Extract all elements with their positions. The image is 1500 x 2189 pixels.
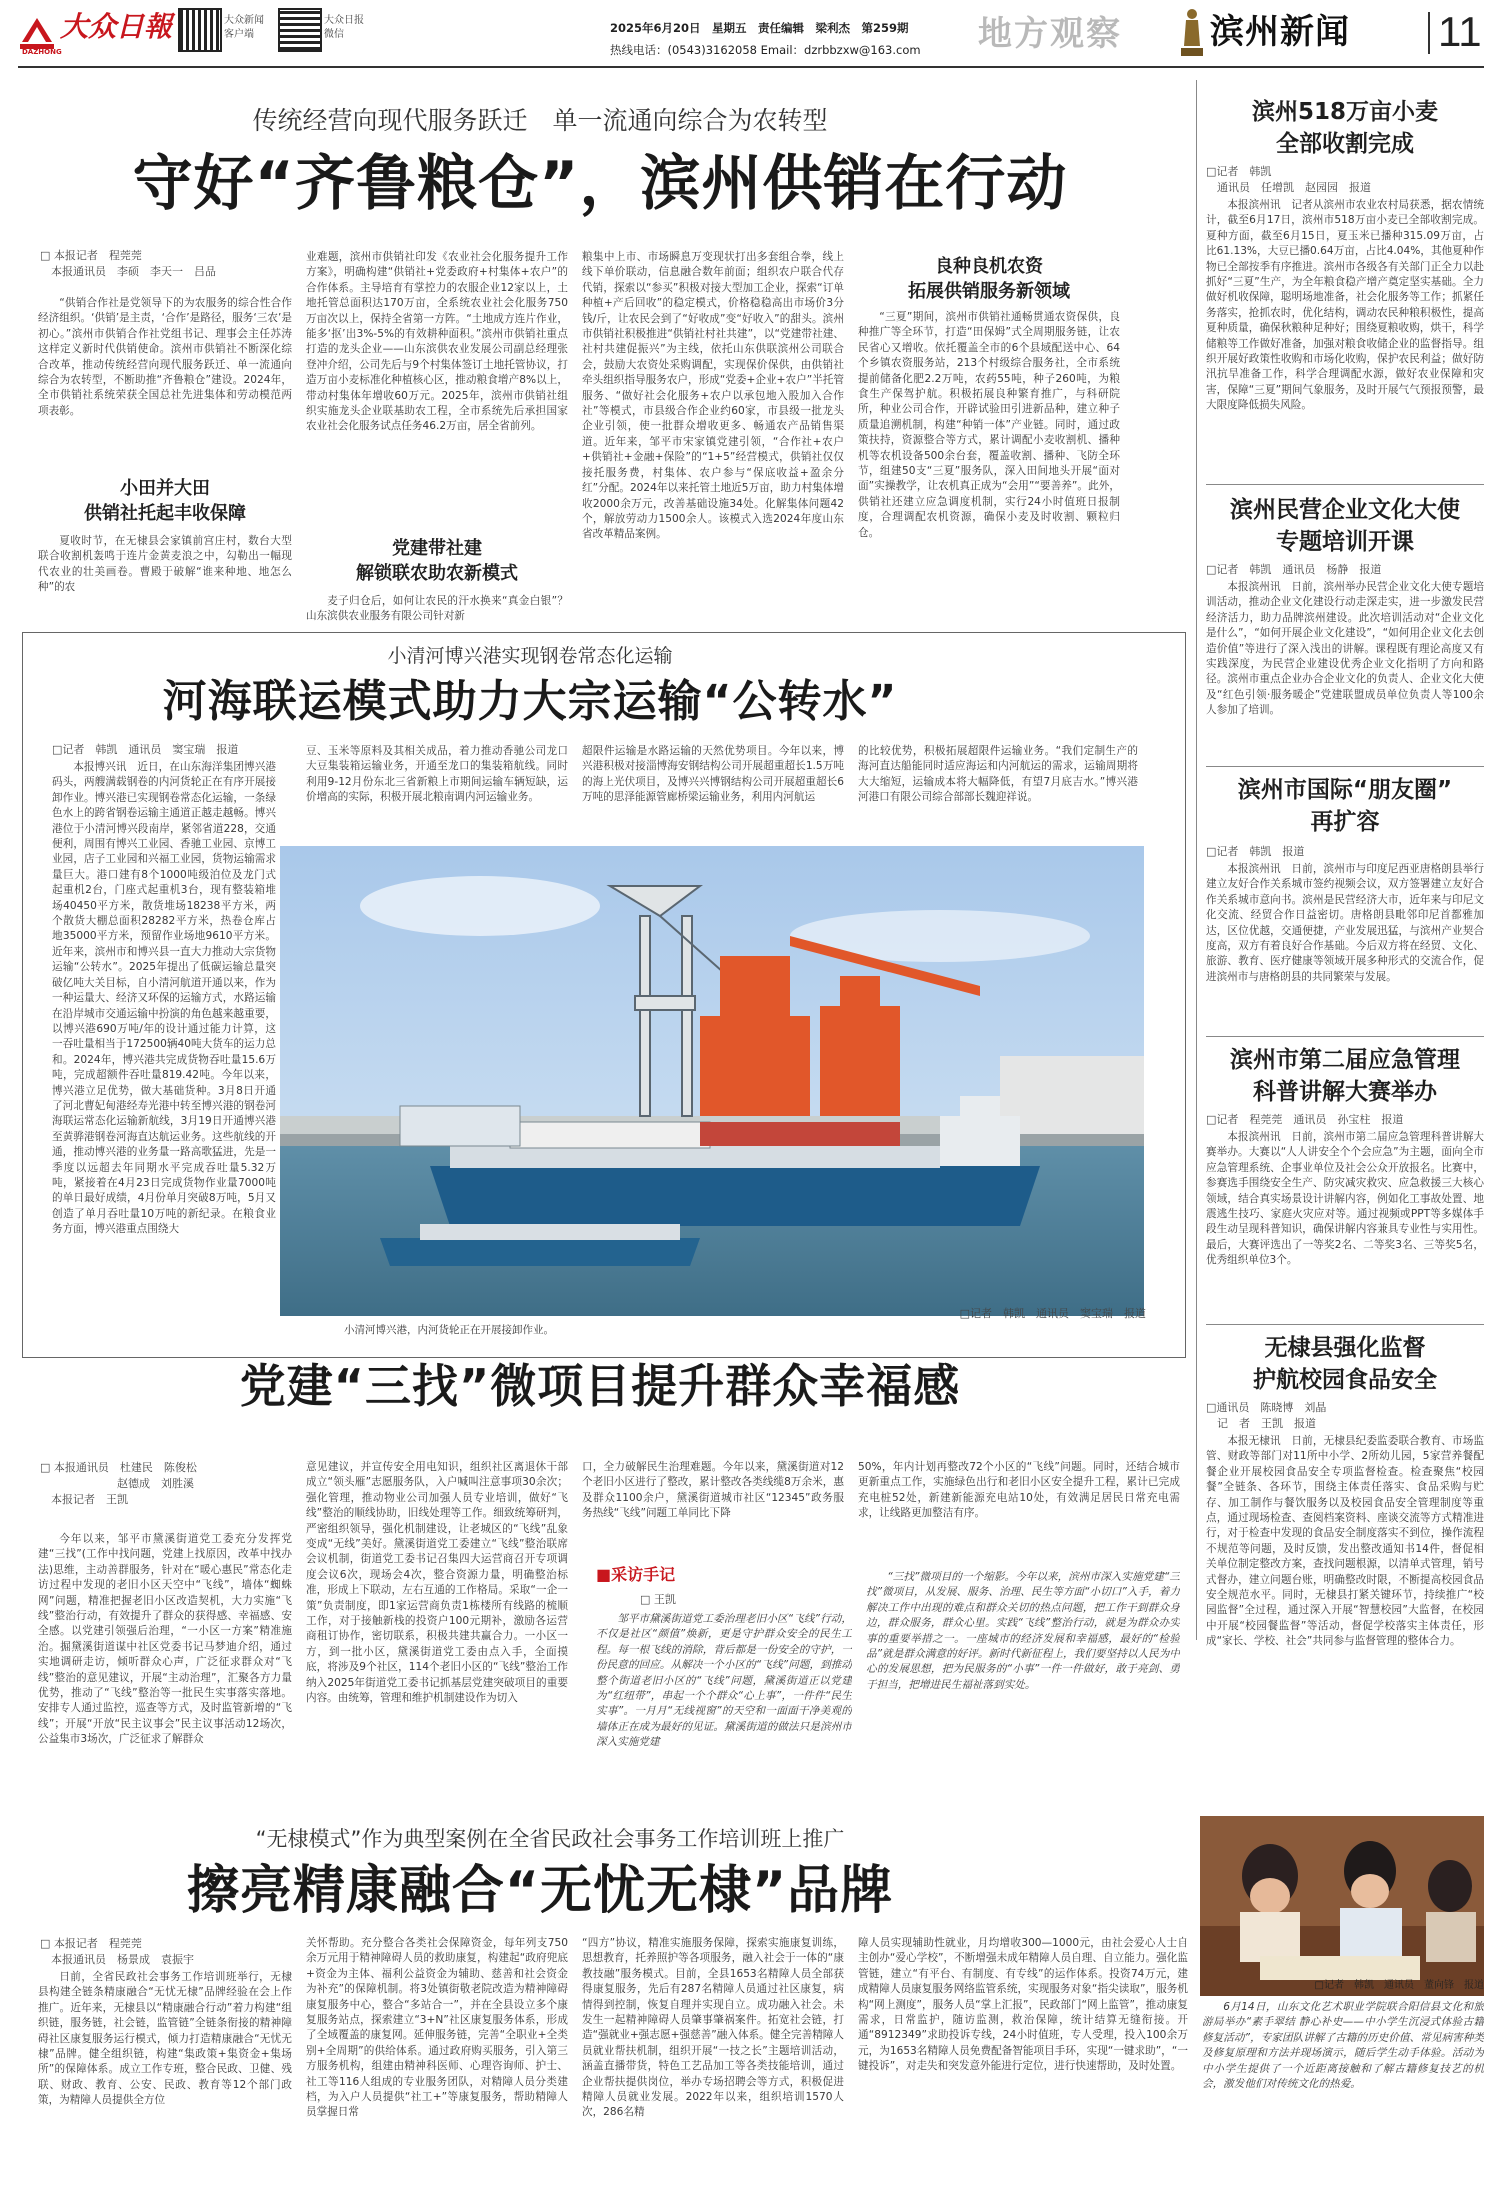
story3-headline: 党建“三找”微项目提升群众幸福感 — [239, 1359, 961, 1413]
rnews3-title: 滨州市国际“朋友圈” 再扩容 — [1237, 777, 1453, 835]
story1-kicker: 传统经营向现代服务跃迁 单一流通向综合为农转型 — [252, 106, 828, 135]
story1-subhead-3: 良种良机农资 拓展供销服务新领域 — [908, 256, 1070, 302]
column-title: 滨州新闻 — [1210, 12, 1350, 52]
story1-subhead-1: 小田并大田 供销社托起丰收保障 — [84, 478, 246, 524]
rnews-separator-1 — [1206, 484, 1484, 485]
rnews2-title: 滨州民营企业文化大使 专题培训开课 — [1230, 497, 1460, 555]
students-photo — [1200, 1816, 1484, 1996]
story3-note-title: ■采访手记 — [596, 1565, 676, 1584]
rnews1-body: 本报滨州讯 记者从滨州市农业农村局获悉，据农情统计，截至6月17日，滨州市518万亩小麦已全部收割完成。夏种方面，截至6月15日，夏玉米已播种315.09万亩，占比61.13%，大豆已播0.64万亩，占比4.04%，其他夏种作物已全部按季有序推进。滨州市各级各有关部门正全力以赴抓好“三夏”生产，为全年粮食稳产增产奠定坚实基础。全力做好机收保障，聪明场地准备，社会化服务等工作；抓紧任务落实，抢抓农时，优化结构，调动农民种粮积极性，提高夏种质量，确保秋粮种足种好；围绕夏粮收购，烘干，科学储粮等工作做好准备，加强对粮食收储企业的监督指导。组织开展好政策性收购和市场化收购，保护农民利益；做好防汛抗旱准备工作，科学合理调配水源，做好农业保障和灾害，保障“三夏”期间气象服务，及时开展气气预报预警，最大限度降低损失风险。 — [1206, 199, 1484, 412]
qr-code-wechat — [280, 10, 320, 50]
port-cranes-ship-image — [280, 846, 1144, 1316]
story1-col4a: “三夏”期间，滨州市供销社通畅贯通农资保供，良种推广等全环节，打造“田保姆”式全周期服务链，让农民省心又增收。依托覆盖全市的6个县域配送中心、64个乡镇农资服务站，213个村级综合服务社，全市系统提前储备化肥2.2万吨，农药55吨，种子260吨，为粮食生产保驾护航。积极拓展良种繁育推广，与科研院所，种业公司合作，开辟试验田引进新品种，建立种子质量追溯机制，构建“种销一体”产业链。同时，通过政策扶持，资源整合等方式，累计调配小麦收割机、播种机等农机设备500余台套，覆盖收割、播种、飞防全环节，组建50支“三夏”服务队，深入田间地头开展“面对面”实操教学，让农机真正成为“会用”“要善养”。此外，供销社还建立应急调度机制，实行24小时值班日报制度，合理调配农机资源，确保小麦及时收割、颗粒归仓。 — [858, 311, 1120, 539]
story3-note-author: □ 王凯 — [640, 1593, 676, 1606]
story3-byline: □ 本报通讯员 杜建民 陈俊松 赵德成 刘胜溪 本报记者 王凯 — [40, 1461, 197, 1506]
story4-byline: □ 本报记者 程莞莞 本报通讯员 杨景成 袁振宇 — [40, 1937, 194, 1966]
section-label: 地方观察 — [978, 14, 1122, 54]
story2-col1: 本报博兴讯 近日，在山东海洋集团博兴港码头，两艘满载钢卷的内河货轮正在有序开展接卸作业。博兴港已实现钢卷常态化运输，一条绿色水上的跨省钢卷运输主通道正越走越畅。博兴港位于小清河博兴段南岸，紧邻省道228，交通便利，周围有博兴工业园、香驰工业园、京博工业园，店子工业园和兴福工业园，货物运输需求量巨大。港口建有8个1000吨级泊位及龙门式起重机2台，门座式起重机3台，现有整装箱堆场40450平方米，散货堆场18238平方米，两个散货大棚总面积28282平方米，热卷仓库占地35000平方米，预留作业场地9610平方米。近年来，滨州市和博兴县一直大力推动大宗货物运输“公转水”。2025年提出了低碳运输总量突破亿吨大关目标，自小清河航道开通以来，作为一种运量大、经济又环保的运输方式，水路运输在沿岸城市交通运输中扮演的角色越来越重要，以博兴港690万吨/年的设计通过能力计算，这一吞吐量相当于172500辆40吨大货车的运力总和。2024年，博兴港共完成货物吞吐量15.6万吨，完成超额件吞吐量819.42吨。今年以来，博兴港立足优势，做大基础货种。3月8日开通了河北曹妃甸港经寿光港中转至博兴港的钢卷河海联运常态化运输新航线，3月19日开通博兴港至黄骅港钢卷河海直达航运业务。这些航线的开通，推动博兴港的业务量一路高歌猛进，先是一季度以远超去年同期水平完成吞吐量5.32万吨，紧接着在4月23日完成货物作业量7000吨的单日最好成绩，4月份单月突破8万吨，5月又创造了单月吞吐量10万吨的新纪录。在粮食业务方面，博兴港重点围绕大 — [52, 761, 276, 1236]
rnews4-title: 滨州市第二届应急管理 科普讲解大赛举办 — [1230, 1047, 1460, 1105]
story2-byline: □记者 韩凯 通讯员 窦宝瑞 报道 — [52, 743, 239, 756]
qr-label-wechat: 大众日报 微信 — [324, 15, 364, 40]
rnews-separator-2 — [1206, 766, 1484, 767]
masthead — [18, 0, 1484, 62]
story2-col3: 超限件运输是水路运输的天然优势项目。今年以来，博兴港积极对接淄博海安钢结构公司开展超重超长1.5万吨的海上光伏项目，及博兴兴博钢结构公司开展超重超长6万吨的思泽能源管廊桥梁运输业务，利用内河航运 — [582, 745, 844, 804]
rnews3-body: 本报滨州讯 日前，滨州市与印度尼西亚唐格朗县举行建立友好合作关系城市签约视频会议，双方签署建立友好合作关系城市意向书。滨州是民营经济大市，近年来与印尼文化交流、经贸合作日益密切。唐格朗县毗邻印尼首都雅加达，区位优越，交通便捷，产业发展迅猛，与滨州产业契合度高，双方有着良好合作基础。今后双方将在经贸、文化、旅游、教育、医疗健康等领域开展多种形式的交流合作，促进滨州市与唐格朗县的共同繁荣与发展。 — [1206, 863, 1484, 983]
story1-subhead-2: 党建带社建 解锁联农助农新模式 — [356, 538, 518, 584]
rnews5-byline: □通讯员 陈晓博 刘晶 记 者 王凯 报道 — [1206, 1401, 1327, 1430]
story2-headline: 河海联运模式助力大宗运输“公转水” — [162, 676, 898, 727]
masthead-rule — [18, 66, 1484, 68]
story2-port-photo — [280, 846, 1144, 1316]
story1-byline: □ 本报记者 程莞莞 本报通讯员 李硕 李天一 吕品 — [40, 249, 216, 278]
students-repair-image — [1200, 1816, 1484, 1996]
right-column-divider — [1196, 80, 1197, 1640]
story4-col1: 日前，全省民政社会事务工作培训班举行，无棣县构建全链条精康融合“无忧无棣”品牌经验在会上作推广。近年来，无棣县以“精康融合行动”着力构建“组织链，服务链，社会链，监管链”全链条衔接的精神障碍社区康复服务运行模式，倾力打造精康融合“无忧无棣”品牌。健全组织链，构建“集政策+集资金+集场所”的保障体系。成立工作专班，整合民政、卫健、残联、财政、教育、公安、民政、教育等12个部门政策，为精障人员提供全方位 — [38, 1971, 292, 2107]
story2-col2: 豆、玉米等原料及其相关成品，着力推动香驰公司龙口大豆集装箱运输业务，开通至龙口的集装箱航线。同时利用9-12月份东北三省新粮上市期间运输车辆短缺，运价增高的实际，积极开展北粮南调内河运输业务。 — [306, 745, 568, 804]
story1-col1b: 夏收时节，在无棣县会家镇前宫庄村，数台大型联合收割机轰鸣于连片金黄麦浪之中，勾勒出一幅现代农业的壮美画卷。曹殿于破解“谁来种地、地怎么种”的农 — [38, 535, 292, 594]
rnews2-body: 本报滨州讯 日前，滨州举办民营企业文化大使专题培训活动，推动企业文化建设行动走深走实，进一步激发民营经济活力，助力品牌滨州建设。此次培训活动对“企业文化是什么”，“如何开展企业文化建设”，“如何用企业文化去创造价值”等进行了深入浅出的讲解。课程既有理论高度又有实践深度，为民营企业建设优秀企业文化指明了方向和路径。滨州市重点企业办合企业文化的负责人、企业文化大使及“红色引领·服务暖企”党建联盟成员单位负责人等100余人参加了培训。 — [1206, 581, 1484, 717]
story4-col4: 障人员实现辅助性就业，月均增收300—1000元，由社会爱心人士自主创办“爱心学校”，不断增强未成年精障人员自理、自立能力。强化监管链，建立“有平台、有制度、有专线”的运作体系。投资74万元，建成精障人员康复服务网络监管系统，实现服务对象“指尖读取”，服务机构“网上测度”，服务人员“掌上汇报”，民政部门“网上监管”，推动康复需求，日常监护，随访监测，救治保障，统计结算无缝衔接。开通“8912349”求助投诉专线，24小时值班，专人受理，投入100余万元，为1653名精障人员免费配备智能项目手环，实现“一键求助”，“一键投诉”，对走失和突发意外能进行定位，进行快速帮助，及时处置。 — [858, 1937, 1188, 2073]
rnews5-body: 本报无棣讯 日前，无棣县纪委监委联合教育、市场监管、财政等部门对11所中小学、2所幼儿园，5家营养餐配餐企业开展校园食品安全专项监督检查。检查聚焦“校园餐”全链条、各环节，围绕主体责任落实、食品采购与贮存、加工制作与餐饮服务以及校园食品安全管理制度等重点，通过现场检查、查阅档案资料、座谈交流等方式精准进行，对于检查中发现的食品安全制度落实不到位，操作流程不规范等问题，及时反馈，发出整改通知书14件，督促相关单位制定整改方案，查找问题根源，以清单式管理，销号式督办，建立问题台账，明确整改时限，不断提高校园食品安全规范水平。同时，无棣县打紧关键环节，持续推广“校园监督”全过程，通过深入开展“智慧校园”大监督，在校园中开展“校园餐监督”等活动，督促学校落实主体责任，形成“家长、学校、社会”共同参与监督管理的整体合力。 — [1206, 1435, 1484, 1648]
students-photo-caption: 6月14日，山东文化艺术职业学院联合阳信县文化和旅游局举办“素手翠结 静心补史——中小学生沉浸式体验古籍修复活动”，专家团队讲解了古籍的历史价值、常见病害种类及修复原理和方法并现场演示，随后学生动手体验。活动为中小学生提供了一个近距离接触和了解古籍修复技艺的机会，激发他们对传统文化的热爱。 — [1202, 2001, 1484, 2091]
story4-headline: 擦亮精康融合“无忧无棣”品牌 — [186, 1861, 894, 1921]
story1-col2b: 麦子归仓后，如何让农民的汗水换来“真金白银”？山东滨供农业服务有限公司针对新 — [306, 595, 568, 623]
page-number: 11 — [1438, 8, 1482, 55]
issue-date-line: 2025年6月20日 星期五 责任编辑 梁利杰 第259期 — [610, 21, 909, 35]
students-photo-credit: □记者 韩凯 通讯员 董向锋 报道 — [1314, 1980, 1484, 1991]
story4-kicker: “无棣模式”作为典型案例在全省民政社会事务工作培训班上推广 — [255, 1827, 845, 1851]
story3-col4: 50%，年内计划再整改72个小区的“飞线”问题。同时，还结合城市更新重点工作，实施绿色出行和老旧小区安全提升工程，累计已完成充电桩52处，新建新能源充电站10处，有效满足居民日常充电需求，让线路更加整洁有序。 — [858, 1461, 1180, 1520]
page-number-divider — [1428, 12, 1430, 54]
story3-note-body2: “三找”微项目的一个缩影。今年以来，滨州市深入实施党建“三找”微项目，从发展、服务、治理、民生等方面“小切口”入手，着力解决工作中出现的难点和群众关切的热点问题，把工作干到群众身边，群众服务，群众心里。实践“飞线”整治行动，就是为群众办实事的重要举措之一。一座城市的经济发展和幸福感，最好的“检验品”就是群众满意的好评。新时代新征程上，我们要坚持以人民为中心的发展思想，把为民服务的“小事”一件一件做好，敢于亮剑、勇于担当，把增进民生福祉落到实处。 — [866, 1571, 1180, 1691]
story4-col2: 关怀帮助。充分整合各类社会保障资金，每年列支750余万元用于精神障碍人员的救助康复，构建起“政府兜底+资金为主体、福利公益资金为辅助、慈善和社会资金为补充”的保障机制。将3处镇街敬老院改造为精神障碍康复服务中心，整合“多站合一”，并在全县设立多个康复服务站点，探索建立“3+N”社区康复服务体系，形成了全域覆盖的康复网。延伸服务链，完善“全职业+全类别+全周期”的供给体系。通过政府购买服务，引入第三方服务机构，组建由精神科医师、心理咨询师、护士、社工等116人组成的专业服务团队，对精障人员分类建档，为入户人员提供“社工+”等康复服务，帮助精障人员掌握日常 — [306, 1937, 568, 2119]
story2-col4: 的比较优势，积极拓展超限件运输业务。“我们定制生产的海河直达船能同时适应海运和内河航运的需求，运输周期将大大缩短，运输成本将大幅降低，有望7月底吉水。”博兴港河港口有限公司综合部部长魏迎祥说。 — [858, 745, 1138, 804]
newspaper-logo — [18, 10, 178, 54]
rnews-separator-4 — [1206, 1324, 1484, 1325]
story1-col3a: 粮集中上市、市场瞬息万变现状打出多套组合拳，线上线下单价联动，信息融合数年前面；组织农户联合代存代销，探索以“参买”积极对接大型加工企业，探索“订单种植+产后回收”的稳定模式，价格稳稳高出市场价3分钱/斤，让农民会到了“好收成”变“好收入”的甜头。滨州市供销社积极推进“供销社村社共建”，以“党建带社建、社村共建促振兴”为主线，依托山东供联滨州公司联合会，鼓励大农资处采购调配，实现保价保供，由供销社牵头组织指导服务农户，形成“党委+企业+农户”半托管服务、“做好社会化服务+农户以承包地入股加入合作社”等模式，市县级合作企业约60家，市县级一批龙头企业引领，使一批群众增收更多、畅通农产品销售渠道。近年来，邹平市宋家镇党建引领，“合作社+农户+供销社+金融+保险”的“1+5”经营模式，供销社仅仅接托服务费，村集体、农户参与“保底收益+盈余分红”分配。2024年以来托管土地近5万亩，助力村集体增收2000余万元，改善基础设施34处。化解集体问题42个，解放劳动力1500余人。该模式入选2024年度山东省改革精品案例。 — [582, 251, 844, 541]
story3-note-body1: 邹平市黛溪街道党工委治理老旧小区“飞线”行动，不仅是社区“颜值”焕新，更是守护群众安全的民生工程。每一根飞线的消除，背后都是一份安全的守护，一份民意的回应。从解决一个小区的“飞线”问题，到推动整个街道老旧小区的“飞线”问题，黛溪街道正以党建为“红纽带”，串起一个个群众“心上事”，一件件“民生实事”。一月月“无线视窗”的天空和一面面干净美观的墙体正在成为最好的见证。黛溪街道的做法只是滨州市深入实施党建 — [596, 1613, 852, 1749]
story1-headline: 守好“齐鲁粮仓”，滨州供销在行动 — [132, 149, 1068, 219]
qr-label-app: 大众新闻 客户端 — [224, 15, 264, 40]
story2-photo-credit: □记者 韩凯 通讯员 窦宝瑞 报道 — [959, 1307, 1146, 1320]
story3-col1: 今年以来，邹平市黛溪街道党工委充分发挥党建“三找”(工作中找问题，党建上找原因，改革中找办法)思维，主动善群服务，针对在“暖心惠民”常态化走访过程中发现的老旧小区天空中“飞线”，墙体“蜘蛛网”问题，精准把握老旧小区改造契机，大力实施“飞线”整治行动，有效提升了群众的获得感、幸福感、安全感。以党建引领强后治理，“一小区一方案”精准施治。掘黛溪街道谋中社区党委书记马梦迪介绍，通过实地调研走访，倾听群众心声，广泛征求群众对“飞线”整治的意见建议，开展“主动治理”，汇聚各方力量优势，推动了“飞线”整治等一批民生实事落实落地。安排专人通过监控，巡查等方式，及时监管新增的“飞线”；开展“开放“民主议事会”民主议事活动12场次，公益集市3场次，广泛征求了解群众 — [38, 1533, 292, 1746]
logo-name: 大众日報 — [60, 10, 173, 43]
story3-col2: 意见建议，并宣传安全用电知识，组织社区离退休干部成立“领头雁”志愿服务队，入户喊叫注意事项30余次；强化管理，推动物业公司加强人员专业培训，做好“飞线”整治的顺线协助，旧线处理等工作。细致统筹研判，严密组织领导，强化机制建设，让老城区的“飞线”乱象变成“无线”美好。黛溪街道党工委建立“飞线”整治联席会议机制，街道党工委书记召集四大运营商召开专项调度会议6次，现场会4次，整合资源力量，明确整治标准，形成上下联动，左右互通的工作格局。采取“一企一策”负责制度，即1家运营商负责1栋楼所有线路的梳顺工作，对于接触新栈的投资户100元期补，激励各运营商租订协作，密切联系，积极共建共赢合力。一小区一方，到一批小区，黛溪街道党工委由点入手，全面摸底，将涉及9个社区，114个老旧小区的“飞线”整治工作纳入2025年街道党工委书记抓基层党建突破项目的重要内容。由统筹，管理和维护机制建设作为切入 — [306, 1461, 568, 1705]
rnews2-byline: □记者 韩凯 通讯员 杨静 报道 — [1206, 563, 1382, 576]
rnews1-title: 滨州518万亩小麦 全部收割完成 — [1251, 99, 1438, 157]
contact-line: 热线电话：(0543)3162058 Email：dzrbbzxw@163.com — [610, 43, 921, 57]
story1-col2a: 业难题，滨州市供销社印发《农业社会化服务提升工作方案》，明确构建“供销社+党委政府+村集体+农户”的合作体系。主导培育有掌控力的农服企业12家以上，土地托管总面积达170万亩，全系统农业社会化服务750万亩次以上，保持全省第一方阵。“土地成方连片作业，能多‘抠’出3%-5%的有效耕种面积。”滨州市供销社重点打造的龙头企业——山东滨供农业发展公司副总经理张登冲介绍，公司先后与9个村集体签订土地托管协议，打造万亩小麦标准化种植核心区，推动粮食增产8%以上，带动村集体年增收60万元。2025年，滨州市供销社组织实施龙头企业联基助农工程，全市系统先后承担国家农业社会化服务试点任务46.2万亩，居全省前列。 — [306, 251, 568, 433]
story3-col3: 口，全力破解民生治理难题。今年以来，黛溪街道对12个老旧小区进行了整改，累计整改各类线缆8万余米，惠及群众1100余户，黛溪街道城市社区“12345”政务服务热线“飞线”问题工单同比下降 — [582, 1461, 844, 1520]
rnews4-body: 本报滨州讯 日前，滨州市第二届应急管理科普讲解大赛举办。大赛以“人人讲安全个个会应急”为主题，面向全市应急管理系统、企事业单位及社会公众开放报名。比赛中，参赛选手围绕安全生产、防灾减灾救灾、应急救援三大核心领域，结合真实场景设计讲解内容，例如化工事故处置、地震逃生技巧、家庭火灾应对等。通过视频或PPT等多媒体手段生动呈现科普知识，确保讲解内容兼具专业性与实用性。最后，大赛评选出了一等奖2名、二等奖3名、三等奖5名，优秀组织单位3个。 — [1206, 1131, 1484, 1267]
story2-kicker: 小清河博兴港实现钢卷常态化运输 — [387, 645, 673, 667]
rnews-separator-3 — [1206, 1036, 1484, 1037]
rnews5-title: 无棣县强化监督 护航校园食品安全 — [1253, 1335, 1437, 1393]
rnews1-byline: □记者 韩凯 通讯员 任增凯 赵园园 报道 — [1206, 165, 1371, 194]
story4-col3: “四方”协议，精准实施服务保障，探索实施康复训练，思想教育，托养照护等各项服务，融入社会于一体的“康教技融”服务模式。目前，全县1653名精障人员全部获得康复服务，先后有287名精障人员通过社区康复，病情得到控制，恢复自理并实现自立。成功融入社会。未发生一起精神障碍人员肇事肇祸案件。拓宽社会链，打造“强就业+强志愿+强慈善”融入体系。健全完善精障人员就业帮扶机制，组织开展“一技之长”主题培训活动，涵盖直播带货，特色工艺品加工等各类技能培训，通过企业帮扶提供岗位，举办专场招聘会等方式，积极促进精障人员就业发展。2022年以来，组织培训1570人次，286名精 — [582, 1937, 844, 2119]
story1-col1a: “供销合作社是党领导下的为农服务的综合性合作经济组织。‘供销’是主责，‘合作’是路径，服务‘三农’是初心。”滨州市供销合作社党组书记、理事会主任苏涛这样定义新时代供销使命。滨州市供销社不断深化综合改革，推动传统经营向现代服务跃迁、单一流通向综合为农转型，不断助推“齐鲁粮仓”建设。2024年，全市供销社系统荣获全国总社先进集体和劳动模范两项表彰。 — [38, 297, 292, 417]
statue-icon — [1178, 6, 1206, 58]
story2-photo-caption: 小清河博兴港，内河货轮正在开展接卸作业。 — [344, 1324, 554, 1336]
rnews3-byline: □记者 韩凯 报道 — [1206, 845, 1305, 858]
logo-sub: DAZHONG — [22, 48, 62, 56]
qr-code-app — [180, 10, 220, 50]
logo-emblem-icon — [18, 12, 56, 52]
rnews4-byline: □记者 程莞莞 通讯员 孙宝柱 报道 — [1206, 1113, 1404, 1126]
